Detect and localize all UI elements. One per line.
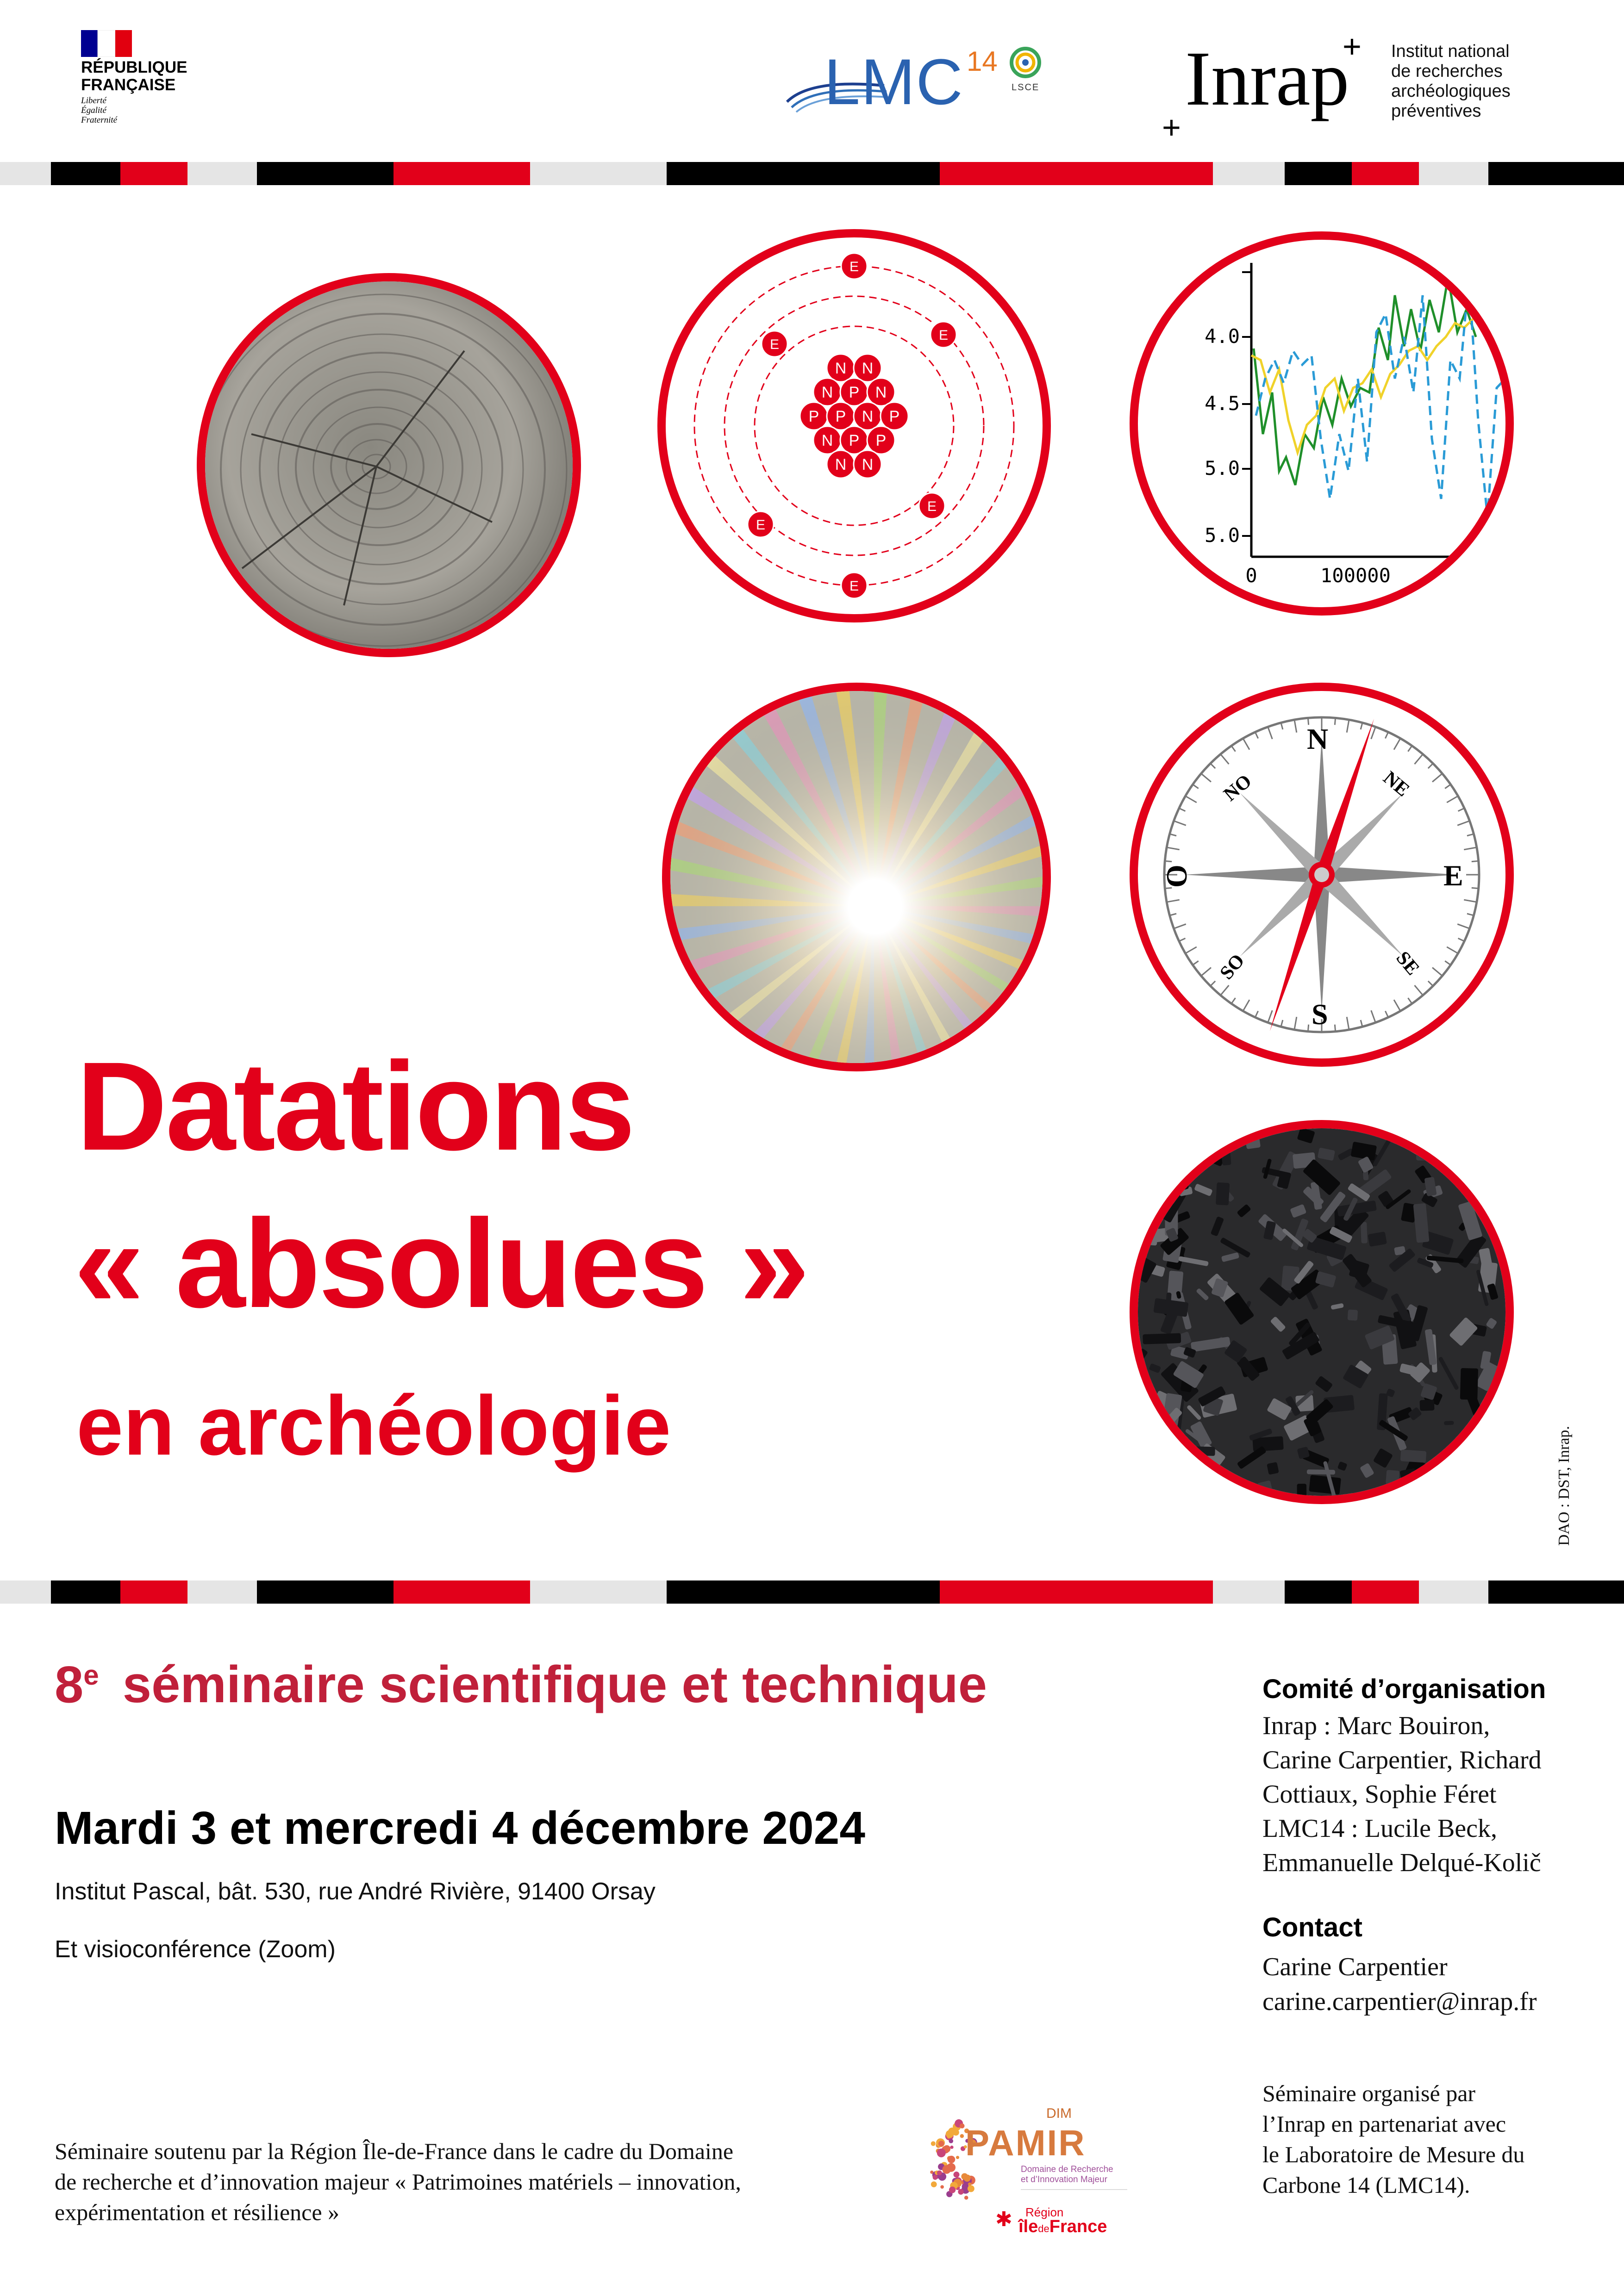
chart-series-yellow bbox=[1251, 318, 1474, 453]
compass-no: NO bbox=[1219, 770, 1256, 806]
title-line3: en archéologie bbox=[76, 1378, 671, 1473]
comite-line: Cottiaux, Sophie Féret bbox=[1262, 1780, 1497, 1809]
support-line: Séminaire soutenu par la Région Île-de-France dans le cadre du Domaine bbox=[55, 2138, 734, 2164]
electron-label: E bbox=[769, 337, 780, 352]
pamir-sub-1: Domaine de Recherche bbox=[1021, 2165, 1113, 2174]
support-line: expérimentation et résilience » bbox=[55, 2199, 340, 2225]
lsce-label: LSCE bbox=[1012, 82, 1040, 93]
contact-name: Carine Carpentier bbox=[1262, 1953, 1448, 1981]
inrap-desc-4: préventives bbox=[1391, 101, 1481, 121]
pamir-name: PAMIR bbox=[965, 2122, 1086, 2163]
partner-text bbox=[1262, 2078, 1524, 2200]
seminar-number: 8 bbox=[55, 1655, 84, 1714]
compass-so: SO bbox=[1216, 950, 1249, 984]
republique-francaise-logo bbox=[81, 30, 220, 141]
plus-top-icon: + bbox=[1343, 28, 1362, 64]
event-visio: Et visioconférence (Zoom) bbox=[55, 1936, 336, 1963]
electron-label: E bbox=[938, 328, 949, 343]
lmc-sup: 14 bbox=[967, 46, 998, 77]
nucleon-label: P bbox=[889, 408, 900, 425]
nucleon-label: N bbox=[821, 384, 833, 401]
ytick-label-2: 5.0 bbox=[1205, 457, 1240, 479]
republique-line1: RÉPUBLIQUE bbox=[81, 58, 187, 76]
comite-line: Inrap : Marc Bouiron, bbox=[1262, 1711, 1490, 1740]
nucleon-label: P bbox=[808, 408, 819, 425]
partner-line: Carbone 14 (LMC14). bbox=[1262, 2172, 1470, 2198]
support-line: de recherche et d’innovation majeur « Patrimoines matériels – innovation, bbox=[55, 2169, 741, 2195]
compass-illustration bbox=[1130, 683, 1514, 1067]
contact-email[interactable]: carine.carpentier@inrap.fr bbox=[1262, 1987, 1537, 2016]
atom-illustration bbox=[657, 229, 1051, 622]
tree-rings-illustration bbox=[197, 273, 581, 657]
partner-line: l’Inrap en partenariat avec bbox=[1262, 2111, 1506, 2137]
marianne-flag-icon bbox=[81, 30, 132, 57]
inrap-name: Inrap bbox=[1185, 36, 1349, 122]
compass-s: S bbox=[1312, 998, 1328, 1031]
partner-line: Séminaire organisé par bbox=[1262, 2080, 1476, 2106]
contact-title: Contact bbox=[1262, 1912, 1362, 1942]
nucleon-label: P bbox=[875, 432, 887, 449]
nucleon-label: N bbox=[862, 360, 874, 377]
charcoal-illustration bbox=[1130, 1120, 1514, 1504]
comite-line: Emmanuelle Delqué-Količ bbox=[1262, 1848, 1541, 1877]
pamir-logo bbox=[921, 2106, 1162, 2277]
seminar-text: séminaire scientifique et technique bbox=[122, 1655, 987, 1714]
compass-se: SE bbox=[1392, 947, 1424, 980]
light-burst-icon bbox=[670, 691, 1043, 1063]
inrap-desc-2: de recherches bbox=[1391, 62, 1503, 81]
top-stripe bbox=[0, 162, 1624, 185]
seminar-heading bbox=[55, 1645, 987, 1715]
compass-e: E bbox=[1443, 859, 1463, 892]
comite-line: LMC14 : Lucile Beck, bbox=[1262, 1814, 1498, 1843]
xtick-label-2: 150 bbox=[1439, 564, 1474, 587]
nucleon-label: P bbox=[849, 432, 860, 449]
inrap-desc-1: Institut national bbox=[1391, 42, 1510, 61]
compass-icon bbox=[1138, 691, 1505, 1058]
charcoal-icon bbox=[1138, 1128, 1505, 1496]
title-line2: « absolues » bbox=[74, 1193, 808, 1334]
event-place: Institut Pascal, bât. 530, rue André Rivière, 91400 Orsay bbox=[55, 1878, 656, 1905]
comite-list bbox=[1262, 1709, 1542, 1880]
compass-n: N bbox=[1307, 722, 1329, 755]
pamir-sub-2: et d’Innovation Majeur bbox=[1021, 2175, 1107, 2184]
nucleon-label: P bbox=[849, 384, 860, 401]
light-burst-illustration bbox=[662, 683, 1051, 1071]
plus-bottom-icon: + bbox=[1162, 109, 1181, 145]
tree-rings-icon bbox=[205, 281, 573, 649]
line-chart bbox=[1138, 240, 1505, 607]
partner-line: le Laboratoire de Mesure du bbox=[1262, 2141, 1525, 2167]
motto-egalite: Égalité bbox=[81, 106, 106, 115]
region-star-icon: ✱ bbox=[995, 2208, 1012, 2231]
nucleon-label: P bbox=[835, 408, 846, 425]
support-text bbox=[55, 2136, 741, 2228]
comite-title: Comité d’organisation bbox=[1262, 1674, 1546, 1704]
ytick-label-0: 4.0 bbox=[1205, 325, 1240, 348]
inrap-logo bbox=[1157, 30, 1574, 150]
atom-icon bbox=[666, 237, 1043, 614]
seminar-number-sup: e bbox=[83, 1660, 99, 1691]
nucleon-label: N bbox=[821, 432, 833, 449]
nucleon-label: N bbox=[875, 384, 887, 401]
motto-liberte: Liberté bbox=[81, 96, 106, 106]
comite-line: Carine Carpentier, Richard bbox=[1262, 1746, 1542, 1774]
republique-line2: FRANÇAISE bbox=[81, 76, 176, 94]
pamir-divider bbox=[1021, 2189, 1127, 2190]
nucleon-label: N bbox=[835, 456, 847, 473]
motto-fraternite: Fraternité bbox=[81, 115, 118, 125]
lmc-name: LMC bbox=[824, 45, 964, 118]
chart-illustration bbox=[1130, 231, 1514, 616]
compass-o: O bbox=[1160, 865, 1193, 888]
event-date: Mardi 3 et mercredi 4 décembre 2024 bbox=[55, 1802, 865, 1854]
electron-label: E bbox=[849, 259, 859, 274]
electron-label: E bbox=[756, 517, 766, 533]
lmc14-logo bbox=[782, 32, 1060, 116]
region-name-de: de bbox=[1038, 2223, 1049, 2234]
nucleon-label: N bbox=[835, 360, 847, 377]
nucleon-label: N bbox=[862, 456, 874, 473]
title-line1: Datations bbox=[76, 1036, 634, 1176]
xtick-label-0: 0 bbox=[1245, 564, 1257, 587]
bottom-stripe bbox=[0, 1580, 1624, 1604]
pamir-dim: DIM bbox=[1046, 2106, 1072, 2121]
region-name-ile: île bbox=[1018, 2217, 1038, 2236]
region-name-france: France bbox=[1049, 2217, 1107, 2236]
xtick-label-1: 100000 bbox=[1320, 564, 1391, 587]
region-label: Région bbox=[1025, 2205, 1064, 2219]
electron-label: E bbox=[849, 579, 859, 594]
lsce-swirl-icon bbox=[1009, 46, 1042, 79]
credit-dao: DAO : DST, Inrap. bbox=[1555, 1425, 1573, 1546]
electron-label: E bbox=[927, 499, 937, 514]
ytick-label-3: 5.0 bbox=[1205, 524, 1240, 547]
compass-ne: NE bbox=[1379, 767, 1414, 801]
inrap-desc-3: archéologiques bbox=[1391, 81, 1511, 101]
atom-nucleus bbox=[800, 354, 908, 478]
ytick-label-1: 4.5 bbox=[1205, 392, 1240, 415]
nucleon-label: N bbox=[862, 408, 874, 425]
region-name bbox=[1018, 2217, 1107, 2237]
